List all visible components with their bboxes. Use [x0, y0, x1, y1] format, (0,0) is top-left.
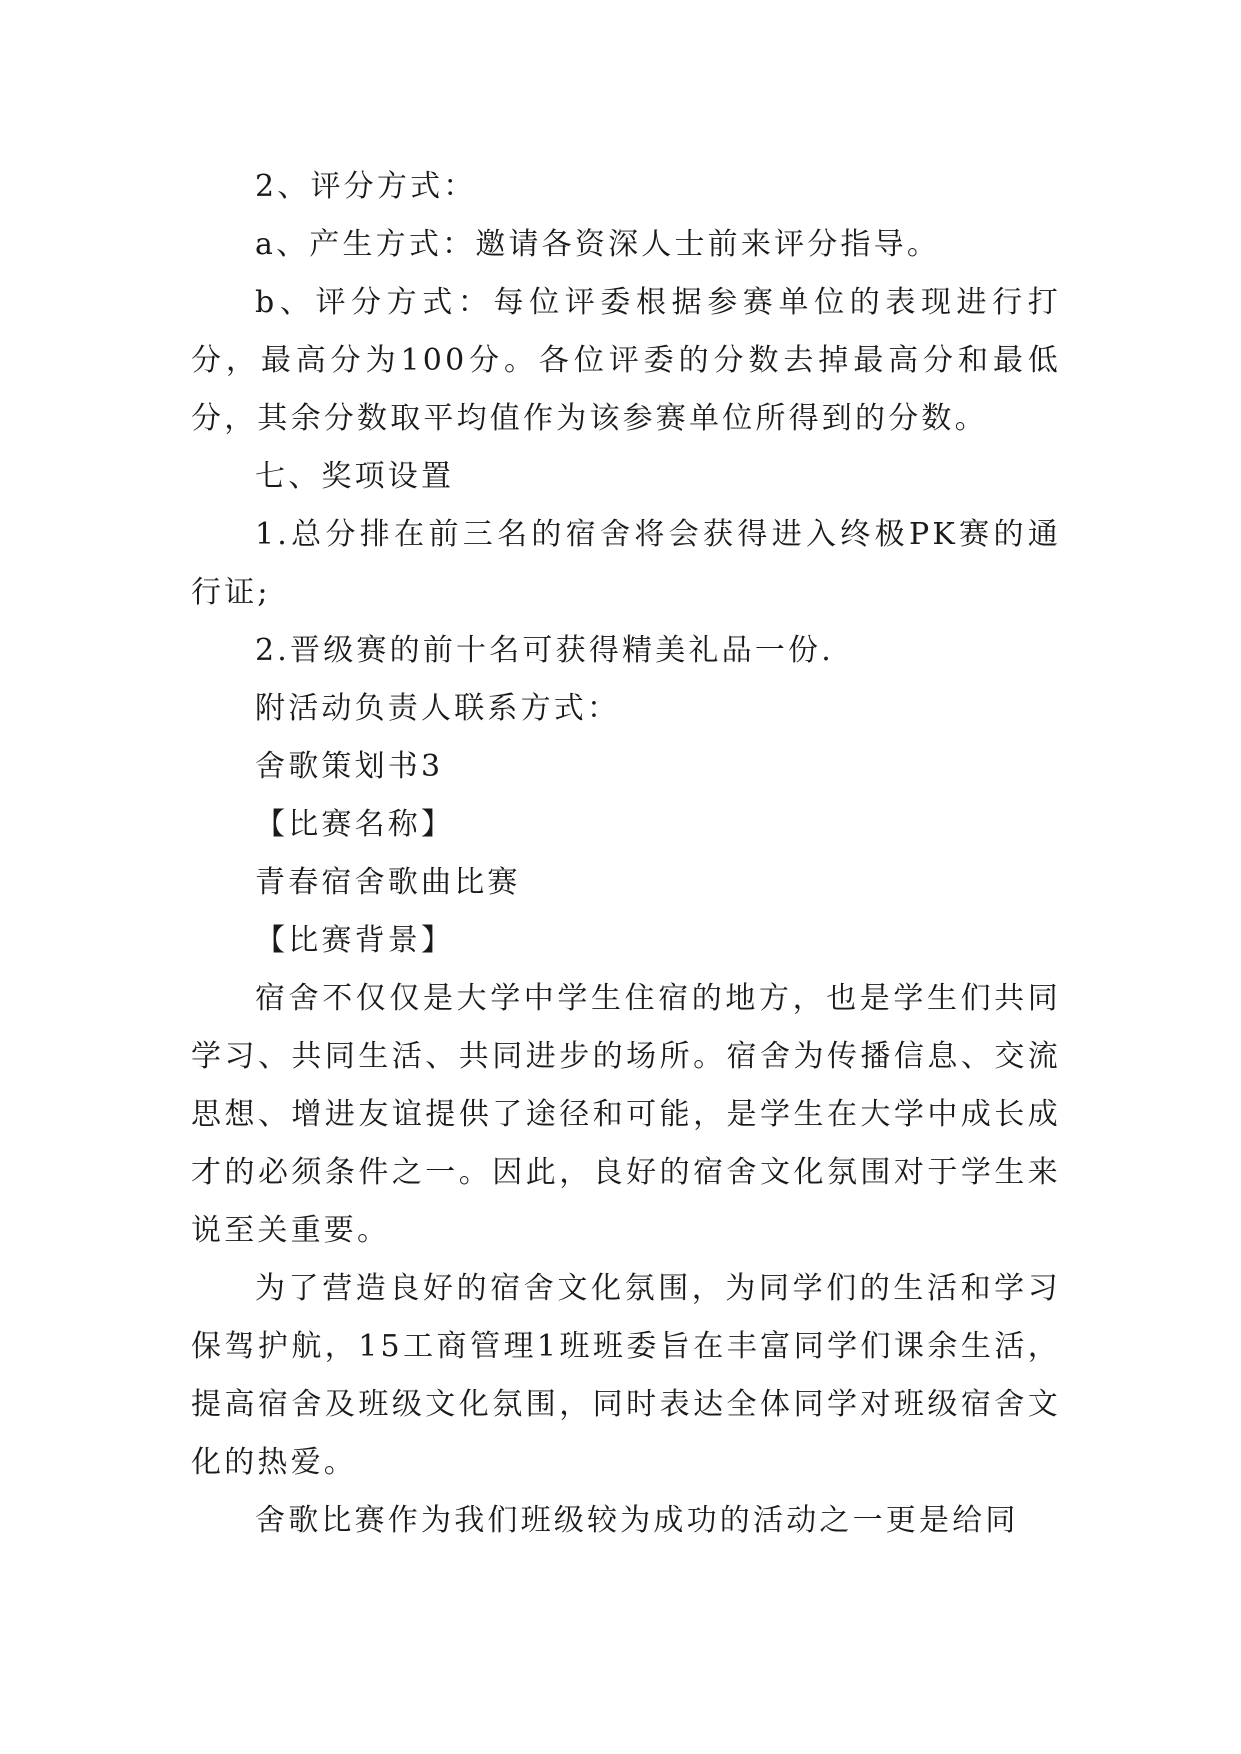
paragraph-scoring-rules: b、评分方式：每位评委根据参赛单位的表现进行打分，最高分为100分。各位评委的分数去掉最高分和最低分，其余分数取平均值作为该参赛单位所得到的分数。 — [191, 285, 1061, 436]
paragraph-background-purpose: 为了营造良好的宿舍文化氛围，为同学们的生活和学习保驾护航，15工商管理1班班委旨在丰富同学们课余生活，提高宿舍及班级文化氛围，同时表达全体同学对班级宿舍文化的热爱。 — [191, 1271, 1061, 1480]
paragraph-award-top-three: 1.总分排在前三名的宿舍将会获得进入终极PK赛的通行证; — [191, 517, 1061, 610]
paragraph-award-top-ten: 2.晋级赛的前十名可获得精美礼品一份. — [255, 633, 834, 668]
paragraph-contest-name: 青春宿舍歌曲比赛 — [255, 865, 521, 900]
paragraph-judge-selection: a、产生方式：邀请各资深人士前来评分指导。 — [255, 227, 941, 262]
paragraph-plan-title: 舍歌策划书3 — [255, 749, 444, 784]
paragraph-contest-name-heading: 【比赛名称】 — [255, 807, 455, 842]
document-body — [191, 158, 1061, 1550]
paragraph-contact-info: 附活动负责人联系方式： — [255, 691, 621, 726]
paragraph-background-activity: 舍歌比赛作为我们班级较为成功的活动之一更是给同 — [255, 1503, 1019, 1538]
paragraph-scoring-method-heading: 2、评分方式： — [255, 169, 477, 204]
paragraph-contest-background-heading: 【比赛背景】 — [255, 923, 455, 958]
paragraph-awards-heading: 七、奖项设置 — [255, 459, 455, 494]
paragraph-background-dorm: 宿舍不仅仅是大学中学生住宿的地方，也是学生们共同学习、共同生活、共同进步的场所。宿舍为传播信息、交流思想、增进友谊提供了途径和可能，是学生在大学中成长成才的必须条件之一。因此，良好的宿舍文化氛围对于学生来说至关重要。 — [191, 981, 1061, 1248]
